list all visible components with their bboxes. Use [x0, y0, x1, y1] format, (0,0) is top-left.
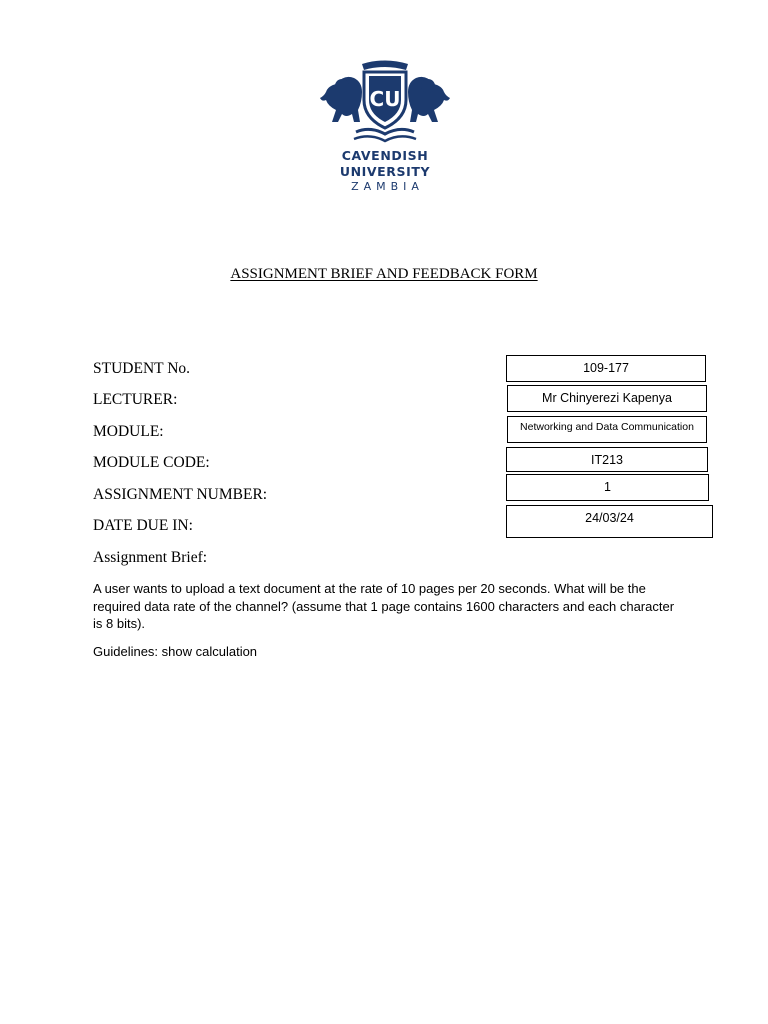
student-no-field[interactable]: 109-177 [506, 355, 706, 382]
assignment-number-field[interactable]: 1 [506, 474, 709, 501]
lecturer-label: LECTURER: [93, 391, 178, 408]
logo-text-cavendish: CAVENDISH [341, 148, 429, 163]
lecturer-field[interactable]: Mr Chinyerezi Kapenya [507, 385, 707, 412]
guidelines-text: Guidelines: show calculation [93, 644, 258, 659]
date-due-label: DATE DUE IN: [93, 517, 193, 534]
assignment-number-label: ASSIGNMENT NUMBER: [93, 486, 268, 503]
date-due-field[interactable]: 24/03/24 [506, 505, 713, 538]
module-code-label: MODULE CODE: [93, 454, 210, 471]
form-title: ASSIGNMENT BRIEF AND FEEDBACK FORM [230, 266, 538, 282]
svg-text:CU: CU [369, 87, 401, 111]
logo-text-university: UNIVERSITY [339, 164, 431, 179]
student-no-label: STUDENT No. [93, 360, 191, 377]
university-crest-icon [314, 56, 456, 146]
module-label: MODULE: [93, 423, 164, 440]
university-logo [314, 56, 456, 196]
assignment-brief-text: A user wants to upload a text document at the rate of 10 pages per 20 seconds. What will be the required data rate of the channel? (assume that 1 page contains 1600 characters and each character is 8 bits). [93, 581, 675, 631]
module-code-field[interactable]: IT213 [506, 447, 708, 472]
assignment-brief-label: Assignment Brief: [93, 549, 208, 566]
module-field[interactable]: Networking and Data Communication [507, 416, 707, 443]
logo-text-zambia: ZAMBIA [351, 180, 424, 193]
